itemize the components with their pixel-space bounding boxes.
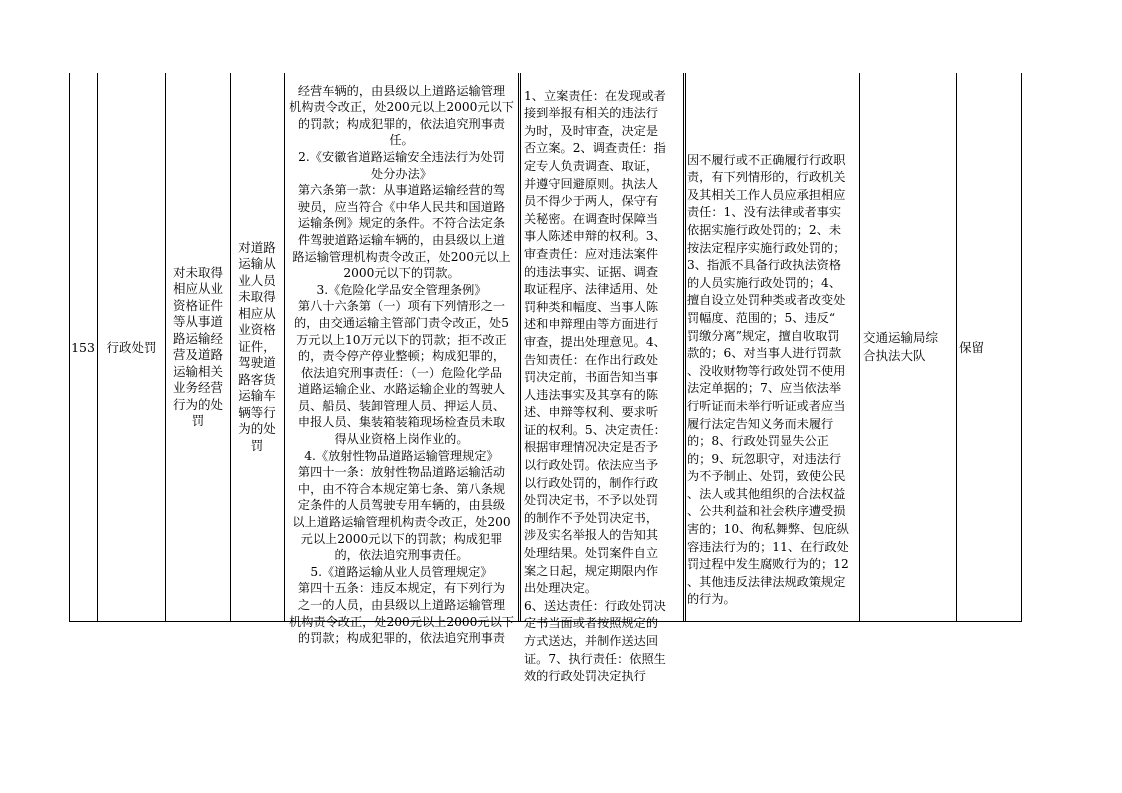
sub-item-text: 对道路 运输从 业人员 未取得 相应从 业资格 证件， 驾驶道 路客货 运输车 辆等行 为的处 罚: [238, 239, 276, 453]
item-name-cell: [166, 73, 230, 621]
liability-text: 因不履行或不正确履行行政职 责，有下列情形的，行政机关 及其相关工作人员应承担相应 责任：1、没有法律或者事实 依据实施行政处罚的；2、未 按法定程序实施行政处罚的； 3、指派不具备行政执法资格 的人员实施行政处罚的；4、 擅自设立处罚种类或者改变处 罚幅度、范围的；5、违反“ 罚缴分离”规定，擅自收取罚 款的；6、对当事人进行罚款 、没收财物等行政处罚不使用 法定单据的；7、应当依法举 行听证而未举行听证或者应当 履行法定告知义务而未履行 的；8、行政处罚显失公正 的；9、玩忽职守，对违法行 为不予制止、处罚，致使公民 、法人或其他组织的合法权益 、公共利益和社会秩序遭受损 害的；10、徇私舞弊、包庇纵 容违法行为的；11、在行政处 罚过程中发生腐败行为的；12 、其他违反法律法规政策规定 的行为。: [687, 152, 849, 607]
power-type-cell: [98, 73, 165, 621]
implementing-body-cell: [860, 73, 955, 621]
power-type-text: 行政处罚: [106, 340, 157, 355]
implementing-body-text: 交通运输局综 合执法大队: [863, 330, 939, 363]
sub-item-cell: [231, 73, 283, 621]
border-line: [1021, 73, 1022, 621]
row-number: [69, 73, 97, 621]
item-name-text: 对未取得 相应从业 资格证件 等从事道 路运输经 营及道路 运输相关 业务经营 行为的处 罚: [172, 264, 223, 428]
responsibility-text: 1、立案责任：在发现或者 接到举报有相关的违法行 为时，及时审查，决定是 否立案。2、调查责任：指 定专人负责调查、取证， 并遵守回避原则。执法人 员不得少于两人，保守有 关秘密。在调查时保障当 事人陈述申辩的权利。3、 审查责任：应对违法案件 的违法事实、证据、调查 取证程序、法律适用、处 罚种类和幅度、当事人陈 述和申辩理由等方面进行 审查，提出处理意见。4、 告知责任：在作出行政处 罚决定前，书面告知当事 人违法事实及其享有的陈 述、申辩等权利、要求听 证的权利。5、决定责任： 根据审理情况决定是否予 以行政处罚。依法应当予 以行政处罚的，制作行政 处罚决定书，不予以处罚 的制作不予处罚决定书， 涉及实名举报人的告知其 处理结果。处罚案件自立 案之日起，规定期限内作 出处理决定。 6、送达责任：行政处罚决 定书当面或者按照规定的 方式送达，并制作送达回 证。7、执行责任：依照生 效的行政处罚决定执行: [524, 88, 666, 684]
legal-basis-cell: [285, 66, 518, 646]
liability-cell: [686, 73, 858, 621]
legal-basis-text: 经营车辆的，由县级以上道路运输管理 机构责令改正，处200元以上2000元以下 的罚款；构成犯罪的，依法追究刑事责 任。 2.《安徽省道路运输安全违法行为处罚 处分办法》 第六条第一款：从事道路运输经营的驾 驶员，应当符合《中华人民共和国道路 运输条例》规定的条件。不符合法定条 件驾驶道路运输车辆的，由县级以上道 路运输管理机构责令改正，处200元以上 2000元以下的罚款。 3.《危险化学品安全管理条例》 第八十六条第（一）项有下列情形之一 的，由交通运输主管部门责令改正，处5 万元以上10万元以下的罚款；拒不改正 的，责令停产停业整顿；构成犯罪的， 依法追究刑事责任：（一）危险化学品 道路运输企业、水路运输企业的驾驶人 员、船员、装卸管理人员、押运人员、 申报人员、集装箱装箱现场检查员未取 得从业资格上岗作业的。 4.《放射性物品道路运输管理规定》 第四十一条：放射性物品道路运输活动 中，由不符合本规定第七条、第八条规 定条件的人员驾驶专用车辆的，由县级 以上道路运输管理机构责令改正，处200 元以上2000元以下的罚款；构成犯罪 的，依法追究刑事责任。 5.《道路运输从业人员管理规定》 第四十五条：违反本规定，有下列行为 之一的人员，由县级以上道路运输管理 机构责令改正，处200元以上2000元以下 的罚款；构成犯罪的，依法追究刑事责: [289, 83, 514, 646]
border-line: [518, 73, 519, 621]
remark-cell: [957, 73, 1021, 621]
remark-text: 保留: [959, 340, 985, 355]
responsibility-cell: [521, 66, 679, 684]
row-number-text: 153: [71, 339, 95, 355]
border-line: [683, 73, 684, 621]
